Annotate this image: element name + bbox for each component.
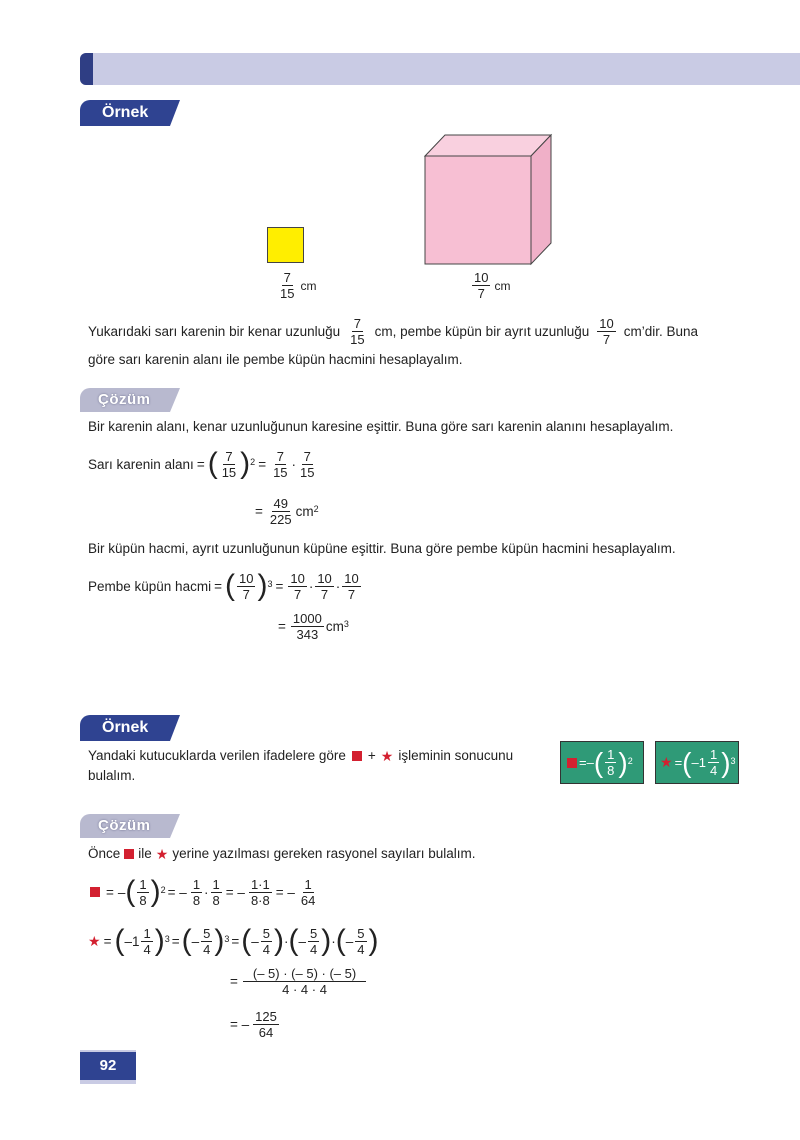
star-value-box: ★ = ( –1 $\frac{1}{4}$ ) 3 (655, 741, 739, 784)
example1-text-line2: göre sarı karenin alanı ile pembe küpün hacmini hesaplayalım. (88, 352, 463, 367)
area-result: = $\frac{49}{225}$ cm 2 (255, 495, 319, 527)
volume-equation: Pembe küpün hacmi = ( $\frac{10}{7}$ ) 3 = $\frac{10}{7}$ · $\frac{10}{7}$ · $\frac{10}{7}$ (88, 569, 359, 602)
example2-text-line2: bulalım. (88, 768, 136, 783)
square-value-box: = – ( $\frac{1}{8}$ ) 2 (560, 741, 644, 784)
red-square-icon (124, 849, 134, 859)
solution2-label: Çözüm (80, 814, 170, 838)
star-calculation: ★ = ( –1 $\frac{1}{4}$ ) 3 = ( – $\frac{5}{4}$ ) 3 = ( – $\frac{5}{4}$ ) · ( – $\frac{5}{4}$ ) · ( – $\frac{5}{4}$ ) (88, 924, 379, 957)
star-icon: ★ (88, 932, 101, 949)
header-bar (80, 53, 800, 85)
example2-label: Örnek (80, 715, 170, 741)
solution-label: Çözüm (80, 388, 170, 412)
example1-text: Yukarıdaki sarı karenin bir kenar uzunluğu $\frac{7}{15}$ cm, pembe küpün bir ayrıt uzunluğu $\frac{10}{7}$ cm’dir. Buna (88, 316, 699, 347)
cube-edge-label: $\frac{10}{7}$ cm (474, 270, 511, 301)
star-product: = $\frac{(- 5) \cdot (- 5) \cdot (- 5)}{4 \cdot 4 \cdot 4}$ (230, 963, 368, 999)
star-result: = – $\frac{125}{64}$ (230, 1008, 277, 1040)
yellow-side-label: $\frac{7}{15}$ cm (280, 270, 317, 301)
example2-text: Yandaki kutucuklarda verilen ifadelere göre + ★ işleminin sonucunu (88, 748, 514, 764)
area-equation: Sarı karenin alanı = ( $\frac{7}{15}$ ) 2 = $\frac{7}{15}$ · $\frac{7}{15}$ (88, 447, 315, 480)
square-calculation: = – ( $\frac{1}{8}$ ) 2 = – $\frac{1}{8}$ · $\frac{1}{8}$ = – $\frac{1\cdot 1}{8\cdot 8}$ = – $\frac{1}{64}$ (88, 872, 319, 912)
yellow-square (267, 227, 304, 263)
red-square-icon (567, 758, 577, 768)
red-square-icon (352, 751, 362, 761)
star-icon: ★ (660, 754, 673, 770)
solution2-intro: Önce ile ★ yerine yazılması gereken rasyonel sayıları bulalım. (88, 846, 476, 862)
volume-result: = $\frac{1000}{343}$ cm 3 (278, 610, 349, 642)
star-icon: ★ (155, 846, 169, 862)
example-label: Örnek (80, 100, 170, 126)
star-icon: ★ (380, 748, 394, 764)
page-number: 92 (80, 1052, 136, 1080)
solution1-intro: Bir karenin alanı, kenar uzunluğunun karesine eşittir. Buna göre sarı karenin alanını hesaplayalım. (88, 419, 674, 434)
solution1-cube-intro: Bir küpün hacmi, ayrıt uzunluğunun küpüne eşittir. Buna göre pembe küpün hacmini hesaplayalım. (88, 541, 676, 556)
red-square-icon (90, 887, 100, 897)
fraction: $\frac{10}{7}$ (474, 270, 489, 301)
fraction: $\frac{7}{15}$ (280, 270, 295, 301)
header-bar-accent (80, 53, 93, 85)
pink-cube (420, 132, 555, 268)
